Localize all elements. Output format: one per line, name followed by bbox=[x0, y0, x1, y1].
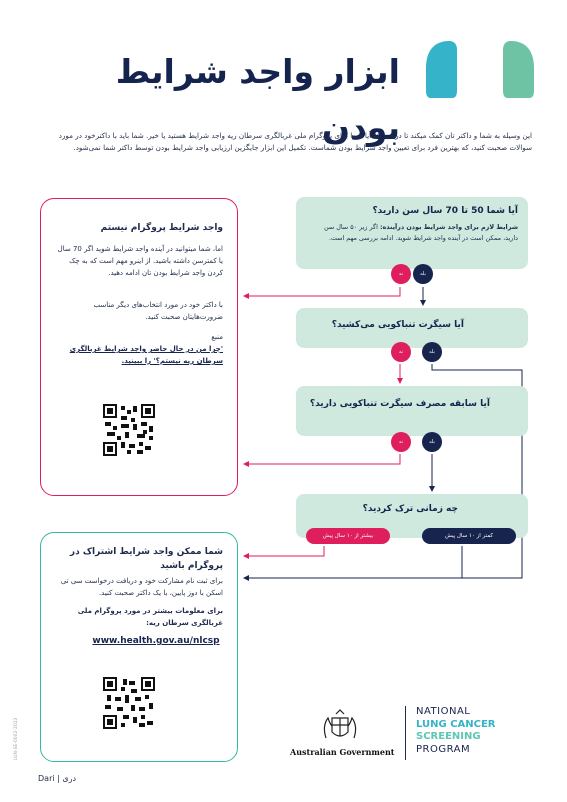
question-age-note bbox=[314, 222, 518, 244]
side-code: LUN-SE-0002-2023 bbox=[14, 717, 19, 760]
qr-code-icon bbox=[103, 404, 155, 456]
source-label: منبع bbox=[211, 333, 223, 341]
language-label: Dari | دری bbox=[38, 774, 77, 783]
q3-yes-button[interactable]: بله bbox=[422, 432, 442, 452]
not-eligible-p2: با داکتر خود در مورد انتخاب‌های دیگر مناسب ضرورت‌هایتان صحبت کنید. bbox=[93, 301, 223, 321]
health-url-link[interactable]: www.health.gov.au/nlcsp bbox=[92, 636, 220, 646]
qr-code-icon bbox=[103, 677, 155, 729]
q1-no-button[interactable]: نه bbox=[391, 264, 411, 284]
question-history: آیا سابقه مصرف سیگرت تنباکویی دارید؟ bbox=[309, 399, 490, 409]
question-smoke: آیا سیگرت تنباکویی می‌کشید؟ bbox=[331, 320, 464, 330]
future-eligibility-text: اگر زیر ۵۰ سال سن دارید، ممکن است در آینده واجد شرایط شوید. ادامه بررسی مهم است. bbox=[323, 223, 518, 242]
question-age: آیا شما 50 تا 70 سال سن دارید؟ bbox=[372, 206, 518, 216]
more-info-label: برای معلومات بیشتر در مورد پروگرام ملی غربالگری سرطان ریه: bbox=[77, 607, 223, 627]
nlcsp-line-2: LUNG CANCER bbox=[416, 718, 496, 730]
quit-more-than-10-button[interactable]: بیشتر از ۱۰ سال پیش bbox=[306, 528, 390, 544]
footer-divider bbox=[405, 706, 406, 760]
q1-yes-button[interactable]: بله bbox=[413, 264, 433, 284]
not-eligible-p1: اما، شما میتوانید در آینده واجد شرایط شوید اگر 70 سال یا کمترسن داشته باشید. از اینرو مهم است که به چک کردن واجد شرایط بودن تان ادامه دهید. bbox=[57, 245, 223, 277]
coat-of-arms-icon bbox=[316, 708, 364, 744]
nlcsp-line-1: NATIONAL bbox=[416, 706, 471, 717]
q2-no-button[interactable]: نه bbox=[391, 342, 411, 362]
nlcsp-line-3: SCREENING bbox=[416, 731, 481, 742]
nlcsp-line-4: PROGRAM bbox=[416, 743, 471, 755]
question-age-box bbox=[296, 197, 528, 269]
q2-yes-button[interactable]: بله bbox=[422, 342, 442, 362]
page-title: ابزار واجد شرایط بودن bbox=[115, 52, 400, 147]
question-history-box bbox=[296, 386, 528, 436]
eligible-title: شما ممکن واجد شرایط اشتراک در پروگرام باشید bbox=[69, 547, 223, 571]
not-eligible-title: واجد شرایط پروگرام نیستم bbox=[100, 223, 223, 233]
eligible-p1: برای ثبت نام مشارکت خود و دریافت درخواست سی تی اسکن با دوز پایین، با یک داکتر صحبت کنید. bbox=[60, 577, 223, 597]
question-quit: چه زمانی ترک کردید؟ bbox=[362, 504, 458, 514]
nlcsp-logo bbox=[416, 706, 496, 756]
source-link[interactable]: 'چرا من در حال حاضر واجد شرایط غربالگری سرطان ریه نیستم؟' را ببینید. bbox=[69, 345, 223, 365]
q3-no-button[interactable]: نه bbox=[391, 432, 411, 452]
intro-paragraph: این وسیله به شما و داکتر تان کمک میکند تا دریابید که آیا شما برای پروگرام ملی غربالگری سرطان ریه واجد شرایط هستید یا خیر. شما باید با داکترخود در مورد سوالات صحبت کنید، که بهترین فرد برای تعیین واجد شرایط بودن شماست. تکمیل این ابزار جایگزین ارزیابی واجد شرایط بودن توسط داکتر شما نمی‌شود. bbox=[58, 131, 532, 152]
question-smoke-box bbox=[296, 308, 528, 348]
future-eligibility-label: شرایط لازم برای واجد شرایط بودن درآینده: bbox=[379, 223, 518, 231]
quit-less-than-10-button[interactable]: کمتر از ۱۰ سال پیش bbox=[422, 528, 516, 544]
eligible-card bbox=[40, 532, 238, 762]
australian-government-label: Australian Government bbox=[290, 747, 395, 757]
not-eligible-card bbox=[40, 198, 238, 496]
